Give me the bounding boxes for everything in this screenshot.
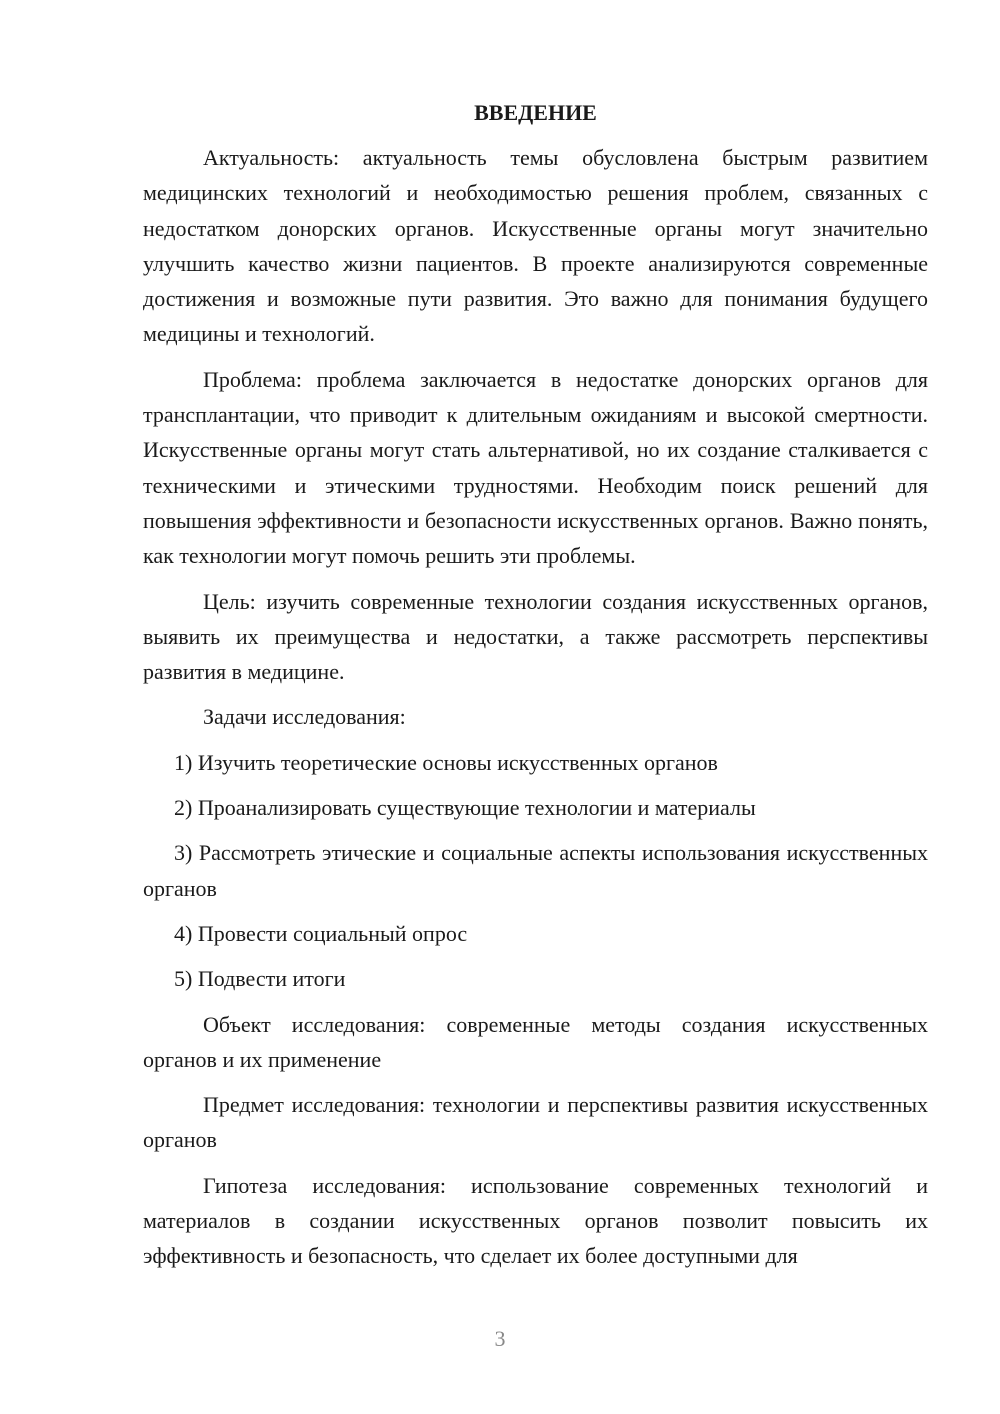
- paragraph-hypothesis: Гипотеза исследования: использование современных технологий и материалов в создании искусственных органов позволит повысить их эффективность и безопасность, что сделает их более доступными для: [143, 1172, 928, 1269]
- page-number: 3: [494, 1326, 506, 1351]
- paragraph-goal: Цель: изучить современные технологии создания искусственных органов, выявить их преимущества и недостатки, а также рассмотреть перспективы развития в медицине.: [143, 588, 928, 685]
- task-item: 3) Рассмотреть этические и социальные аспекты использования искусственных органов: [143, 840, 928, 901]
- paragraph-problem: Проблема: проблема заключается в недостатке донорских органов для трансплантации, что приводит к длительным ожиданиям и высокой смертности. Искусственные органы могут стать альтернативой, но их создание сталкивается с техническими и этическими трудностями. Необходим поиск решений для повышения эффективности и безопасности искусственных органов. Важно понять, как технологии могут помочь решить эти проблемы.: [143, 366, 928, 569]
- task-item: 1) Изучить теоретические основы искусственных органов: [174, 749, 718, 775]
- task-item: 4) Провести социальный опрос: [174, 920, 468, 946]
- paragraph-object: Объект исследования: современные методы создания искусственных органов и их применение: [143, 1011, 928, 1072]
- task-item: 2) Проанализировать существующие технологии и материалы: [174, 795, 756, 821]
- document-page: [143, 95, 928, 1274]
- section-title: ВВЕДЕНИЕ: [474, 100, 597, 125]
- task-item: 5) Подвести итоги: [174, 966, 346, 992]
- paragraph-subject: Предмет исследования: технологии и перспективы развития искусственных органов: [143, 1092, 928, 1153]
- paragraph-relevance: Актуальность: актуальность темы обусловлена быстрым развитием медицинских технологий и необходимостью решения проблем, связанных с недостатком донорских органов. Искусственные органы могут значительно улучшить качество жизни пациентов. В проекте анализируются современные достижения и возможные пути развития. Это важно для понимания будущего медицины и технологий.: [143, 145, 928, 347]
- tasks-heading: Задачи исследования:: [203, 704, 406, 730]
